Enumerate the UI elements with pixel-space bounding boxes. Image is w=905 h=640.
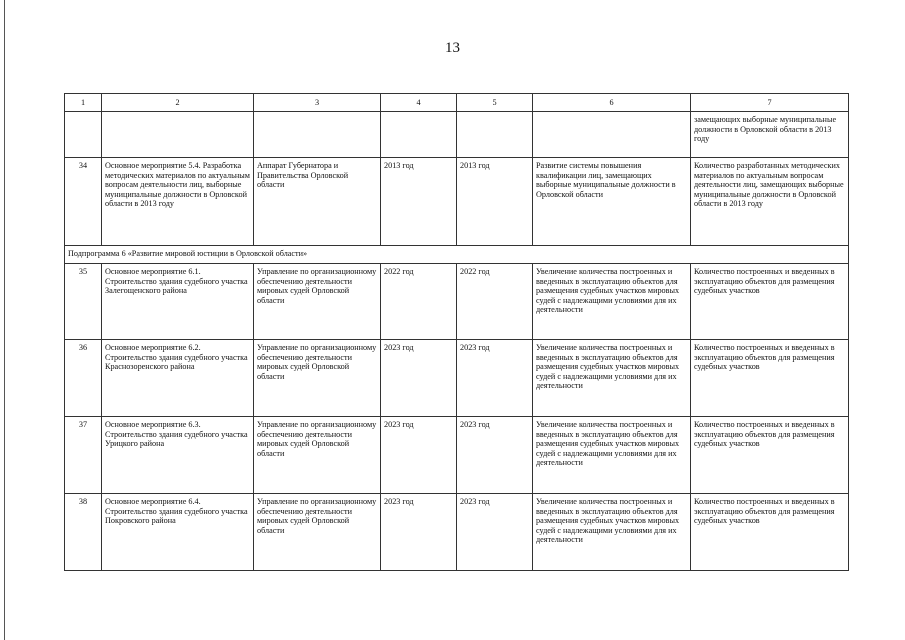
executor-cell: Управление по организационному обеспечению деятельности мировых судей Орловской области bbox=[254, 417, 381, 494]
row-number: 37 bbox=[65, 417, 102, 494]
measure-cell: Основное мероприятие 6.2. Строительство здания судебного участка Краснозоренского района bbox=[102, 340, 254, 417]
measure-cell: Основное мероприятие 5.4. Разработка методических материалов по актуальным вопросам деятельности лиц, выборные муниципальные должности в Орловской области в 2013 году bbox=[102, 158, 254, 246]
measure-cell: Основное мероприятие 6.3. Строительство здания судебного участка Урицкого района bbox=[102, 417, 254, 494]
indicator-cell: Количество построенных и введенных в эксплуатацию объектов для размещения судебных участков bbox=[691, 264, 849, 340]
cell-empty bbox=[381, 112, 457, 158]
header-cell-7: 7 bbox=[691, 94, 849, 112]
cell-empty bbox=[457, 112, 533, 158]
start-year-cell: 2023 год bbox=[381, 340, 457, 417]
row-number: 36 bbox=[65, 340, 102, 417]
result-cell: Увеличение количества построенных и введенных в эксплуатацию объектов для размещения судебных участков мировых судей с надлежащими условиями для их деятельности bbox=[533, 340, 691, 417]
measures-table bbox=[64, 93, 849, 571]
cell-empty bbox=[533, 112, 691, 158]
subprogram-title: Подпрограмма 6 «Развитие мировой юстиции в Орловской области» bbox=[65, 246, 849, 264]
executor-cell: Аппарат Губернатора и Правительства Орловской области bbox=[254, 158, 381, 246]
indicator-cell: Количество разработанных методических материалов по актуальным вопросам деятельности лиц, замещающих выборные муниципальные должности в Орловской области в 2013 году bbox=[691, 158, 849, 246]
header-cell-6: 6 bbox=[533, 94, 691, 112]
cell-empty bbox=[65, 112, 102, 158]
page-number: 13 bbox=[445, 40, 460, 56]
table-row bbox=[65, 340, 849, 417]
cell-empty bbox=[254, 112, 381, 158]
row-number: 34 bbox=[65, 158, 102, 246]
end-year-cell: 2013 год bbox=[457, 158, 533, 246]
indicator-cell: замещающих выборные муниципальные должности в Орловской области в 2013 году bbox=[691, 112, 849, 158]
header-cell-1: 1 bbox=[65, 94, 102, 112]
end-year-cell: 2023 год bbox=[457, 417, 533, 494]
row-number: 38 bbox=[65, 494, 102, 571]
result-cell: Развитие системы повышения квалификации лиц, замещающих выборные муниципальные должности в Орловской области bbox=[533, 158, 691, 246]
cell-empty bbox=[102, 112, 254, 158]
table-row bbox=[65, 494, 849, 571]
subprogram-row bbox=[65, 246, 849, 264]
row-number: 35 bbox=[65, 264, 102, 340]
header-cell-5: 5 bbox=[457, 94, 533, 112]
binding-edge-line bbox=[4, 0, 5, 640]
table-row bbox=[65, 264, 849, 340]
start-year-cell: 2013 год bbox=[381, 158, 457, 246]
executor-cell: Управление по организационному обеспечению деятельности мировых судей Орловской области bbox=[254, 264, 381, 340]
start-year-cell: 2022 год bbox=[381, 264, 457, 340]
end-year-cell: 2023 год bbox=[457, 494, 533, 571]
result-cell: Увеличение количества построенных и введенных в эксплуатацию объектов для размещения судебных участков мировых судей с надлежащими условиями для их деятельности bbox=[533, 417, 691, 494]
table-row bbox=[65, 158, 849, 246]
header-cell-2: 2 bbox=[102, 94, 254, 112]
start-year-cell: 2023 год bbox=[381, 417, 457, 494]
executor-cell: Управление по организационному обеспечению деятельности мировых судей Орловской области bbox=[254, 340, 381, 417]
continuation-row bbox=[65, 112, 849, 158]
header-row bbox=[65, 94, 849, 112]
result-cell: Увеличение количества построенных и введенных в эксплуатацию объектов для размещения судебных участков мировых судей с надлежащими условиями для их деятельности bbox=[533, 264, 691, 340]
end-year-cell: 2022 год bbox=[457, 264, 533, 340]
measure-cell: Основное мероприятие 6.4. Строительство здания судебного участка Покровского района bbox=[102, 494, 254, 571]
indicator-cell: Количество построенных и введенных в эксплуатацию объектов для размещения судебных участков bbox=[691, 494, 849, 571]
end-year-cell: 2023 год bbox=[457, 340, 533, 417]
indicator-cell: Количество построенных и введенных в эксплуатацию объектов для размещения судебных участков bbox=[691, 417, 849, 494]
header-cell-4: 4 bbox=[381, 94, 457, 112]
indicator-cell: Количество построенных и введенных в эксплуатацию объектов для размещения судебных участков bbox=[691, 340, 849, 417]
result-cell: Увеличение количества построенных и введенных в эксплуатацию объектов для размещения судебных участков мировых судей с надлежащими условиями для их деятельности bbox=[533, 494, 691, 571]
measure-cell: Основное мероприятие 6.1. Строительство здания судебного участка Залегощенского района bbox=[102, 264, 254, 340]
header-cell-3: 3 bbox=[254, 94, 381, 112]
start-year-cell: 2023 год bbox=[381, 494, 457, 571]
table-row bbox=[65, 417, 849, 494]
executor-cell: Управление по организационному обеспечению деятельности мировых судей Орловской области bbox=[254, 494, 381, 571]
